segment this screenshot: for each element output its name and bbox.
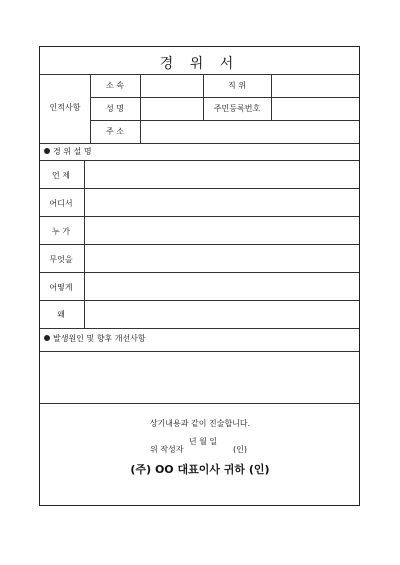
closing-statement: 상기내용과 같이 진술합니다. xyxy=(149,419,251,428)
name-label: 성 명 xyxy=(106,104,124,113)
divider xyxy=(40,403,359,404)
position-field[interactable] xyxy=(272,75,359,97)
cause-header-text: 발생원인 및 향후 개선사항 xyxy=(53,334,146,343)
seal-mark: (인) xyxy=(233,445,247,454)
name-field[interactable] xyxy=(141,98,202,120)
row-label-how: 어떻게 xyxy=(49,283,73,292)
bullet-icon xyxy=(44,148,50,154)
affiliation-field[interactable] xyxy=(141,75,202,97)
address-label: 주 소 xyxy=(106,127,124,136)
what-field[interactable] xyxy=(85,245,359,272)
why-field[interactable] xyxy=(85,301,359,328)
personal-info-label: 인적사항 xyxy=(49,103,81,112)
row-label-where: 어디서 xyxy=(49,199,73,208)
cause-header xyxy=(44,334,146,344)
position-label: 직 위 xyxy=(228,81,246,90)
statement-form xyxy=(39,46,360,506)
affiliation-label: 소 속 xyxy=(106,81,124,90)
divider xyxy=(90,74,91,143)
resident-number-field[interactable] xyxy=(272,98,359,120)
resident-number-label: 주민등록번호 xyxy=(213,104,261,113)
who-field[interactable] xyxy=(85,217,359,244)
form-title: 경 위 서 xyxy=(159,56,240,72)
when-field[interactable] xyxy=(85,161,359,188)
addressee-line: (주) OO 대표이사 귀하 (인) xyxy=(130,463,270,476)
address-field[interactable] xyxy=(141,121,359,143)
date-line: 년 월 일 xyxy=(188,437,218,446)
divider xyxy=(40,143,359,144)
explanation-header xyxy=(44,147,92,157)
divider xyxy=(203,74,204,120)
row-label-when: 언 제 xyxy=(52,171,70,180)
cause-improvement-field[interactable] xyxy=(41,352,359,402)
row-label-what: 무엇을 xyxy=(49,255,73,264)
where-field[interactable] xyxy=(85,189,359,216)
bullet-icon xyxy=(44,335,50,341)
writer-label: 위 작성자 xyxy=(150,445,184,454)
explanation-header-text: 경 위 설 명 xyxy=(53,147,92,156)
row-label-who: 누 가 xyxy=(52,227,70,236)
divider xyxy=(40,328,359,329)
row-label-why: 왜 xyxy=(57,310,65,319)
how-field[interactable] xyxy=(85,273,359,300)
